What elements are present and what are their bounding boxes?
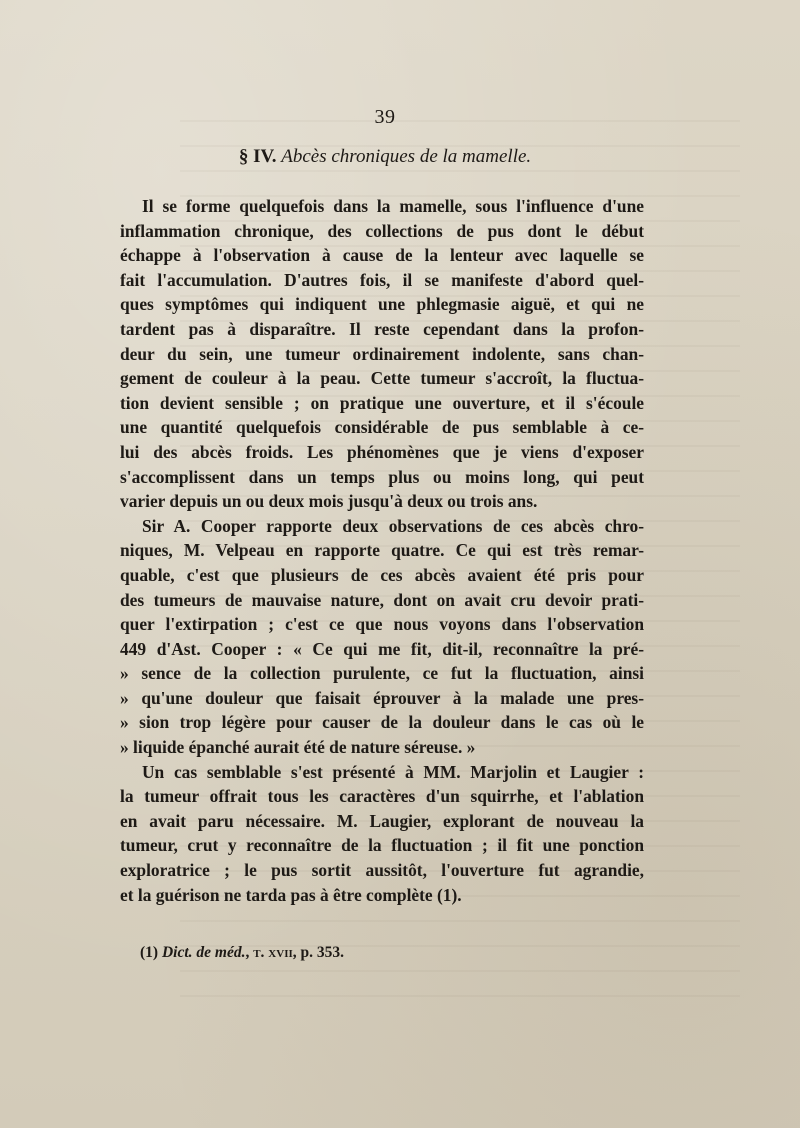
footnote (140, 944, 640, 962)
footnote-volume: , t. xvii, (245, 944, 297, 961)
text-line: quable, c'est que plusieurs de ces abcès avaient été pris pour (120, 564, 644, 585)
section-title: Abcès chroniques de la mamelle. (281, 146, 532, 167)
text-line: tardent pas à disparaître. Il reste cependant dans la profon- (120, 318, 644, 339)
quote-line: » qu'une douleur que faisait éprouver à la malade une pres- (120, 687, 644, 708)
text-line: ques symptômes qui indiquent une phlegmasie aiguë, et qui ne (120, 294, 644, 315)
text-line: Un cas semblable s'est présenté à MM. Marjolin et Laugier : (142, 761, 644, 782)
section-heading (0, 146, 770, 168)
text-line: lui des abcès froids. Les phénomènes que je viens d'exposer (120, 441, 644, 462)
text-line: quer l'extirpation ; c'est ce que nous voyons dans l'observation (120, 614, 644, 635)
text-line: tumeur, crut y reconnaître de la fluctuation ; il fit une ponction (120, 835, 644, 856)
body-text (120, 194, 644, 907)
text-line: une quantité quelquefois considérable de pus semblable à ce- (120, 417, 644, 438)
section-number: § IV. (238, 146, 277, 167)
text-line: deur du sein, une tumeur ordinairement indolente, sans chan- (120, 343, 644, 364)
text-line: Il se forme quelquefois dans la mamelle, sous l'influence d'une (142, 196, 644, 216)
text-line: gement de couleur à la peau. Cette tumeur s'accroît, la fluctua- (120, 368, 644, 389)
footnote-marker: (1) (140, 944, 159, 961)
text-line: s'accomplissent dans un temps plus ou moins long, qui peut (120, 466, 644, 487)
footnote-work-title: Dict. de méd. (161, 944, 246, 961)
quote-line: » liquide épanché aurait été de nature séreuse. » (120, 737, 476, 758)
text-line: Sir A. Cooper rapporte deux observations de ces abcès chro- (142, 515, 644, 536)
text-line: fait l'accumulation. D'autres fois, il se manifeste d'abord quel- (120, 269, 644, 290)
text-line: la tumeur offrait tous les caractères d'un squirrhe, et l'ablation (120, 786, 644, 807)
text-line: en avait paru nécessaire. M. Laugier, explorant de nouveau la (120, 810, 644, 831)
text-line: des tumeurs de mauvaise nature, dont on avait cru devoir prati- (120, 589, 644, 610)
footnote-page: p. 353. (296, 944, 345, 961)
text-line: varier depuis un ou deux mois jusqu'à deux ou trois ans. (120, 491, 538, 512)
quote-line: » sence de la collection purulente, ce fut la fluctuation, ainsi (120, 663, 644, 684)
text-line: échappe à l'observation à cause de la lenteur avec laquelle se (120, 245, 644, 266)
text-line: exploratrice ; le pus sortit aussitôt, l'ouverture fut agrandie, (120, 860, 644, 881)
page-number: 39 (374, 106, 396, 128)
text-line: tion devient sensible ; on pratique une ouverture, et il s'écoule (120, 392, 644, 413)
text-line: et la guérison ne tarda pas à être complète (1). (120, 884, 462, 905)
text-line: niques, M. Velpeau en rapporte quatre. Ce qui est très remar- (120, 540, 644, 561)
quote-line: » sion trop légère pour causer de la douleur dans le cas où le (120, 712, 644, 733)
text-line: inflammation chronique, des collections de pus dont le début (120, 220, 644, 241)
text-line: 449 d'Ast. Cooper : « Ce qui me fit, dit-il, reconnaître la pré- (120, 638, 644, 659)
